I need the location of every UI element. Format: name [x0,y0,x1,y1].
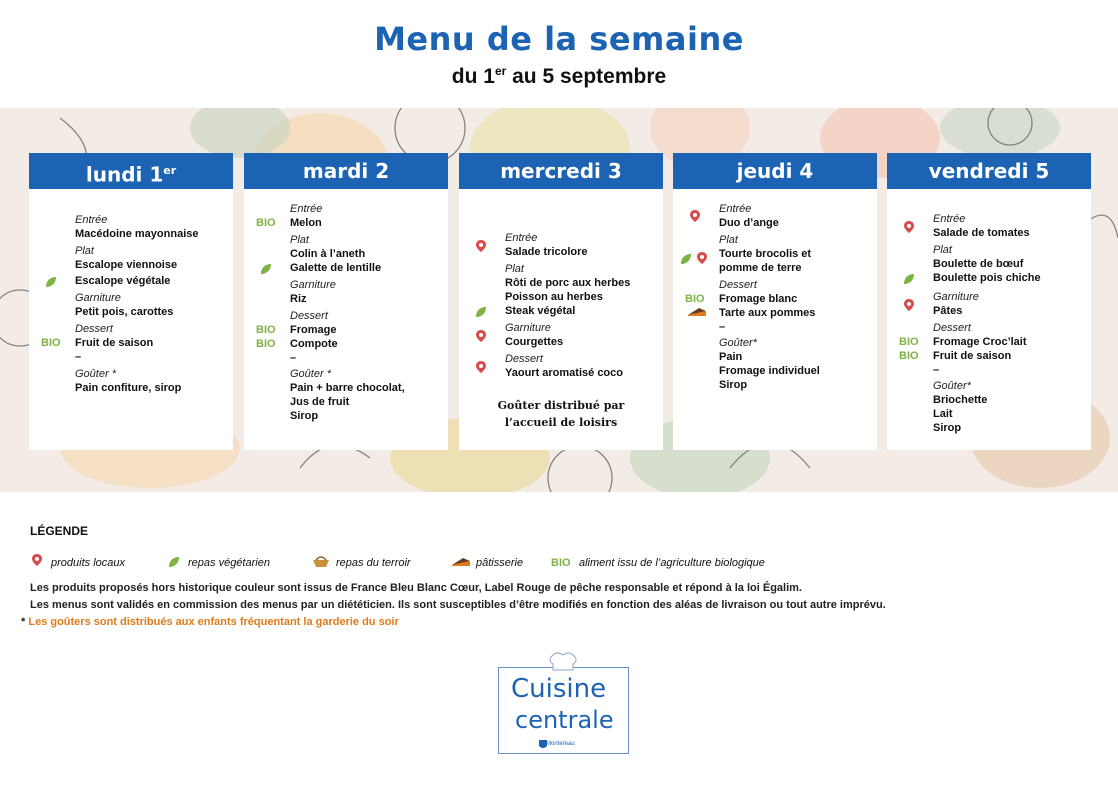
gouter-value: Sirop [719,379,748,391]
local-product-pin-icon [474,360,488,374]
gouter-label: Goûter* [719,337,757,349]
dessert-value: Fruit de saison [75,337,154,349]
legend-terroir: repas du terroir [336,557,411,569]
local-product-pin-icon [902,298,916,312]
gouter-note: Goûter distribué par [497,399,625,412]
dessert-value: – [719,321,726,333]
bio-badge: BIO [256,324,276,336]
entree-label: Entrée [75,214,108,226]
gouter-value: Pain + barre chocolat, [290,382,405,394]
bio-badge: BIO [899,350,919,362]
cuisine-centrale-logo [498,667,629,754]
gouter-value: Jus de fruit [290,396,350,408]
local-product-pin-icon [474,239,488,253]
dessert-label: Dessert [75,323,113,335]
local-product-pin-icon [688,209,702,223]
gouter-value: Sirop [290,410,319,422]
logo-line-1: Cuisine [511,674,607,704]
plat-value: Boulette de bœuf [933,258,1024,270]
logo-line-2: centrale [515,706,614,734]
vegetarian-leaf-icon [167,555,181,569]
garniture-value: Courgettes [505,336,564,348]
dessert-label: Dessert [505,353,543,365]
day-card-jeudi [673,153,877,450]
day-header: lundi 1er [29,153,233,189]
local-product-pin-icon [474,329,488,343]
dessert-value: Fromage blanc [719,293,798,305]
local-product-pin-icon [30,552,44,568]
bio-badge: BIO [685,293,705,305]
dessert-value: Fromage [290,324,337,336]
day-card-mercredi [459,153,663,450]
gouter-label: Goûter * [290,368,331,380]
vegetarian-leaf-icon [902,272,916,286]
gouter-footnote: * Les goûters sont distribués aux enfants fréquentant la garderie du soir [21,616,399,628]
gouter-value: Briochette [933,394,988,406]
entree-value: Macédoine mayonnaise [75,228,199,240]
gouter-label: Goûter* [933,380,971,392]
plat-value: Escalope viennoise [75,259,178,271]
garniture-label: Garniture [290,279,336,291]
dessert-value: – [290,352,297,364]
plat-value: Rôti de porc aux herbes [505,277,631,289]
day-card-lundi [29,153,233,450]
gouter-value: Fromage individuel [719,365,820,377]
gouter-value: Pain [719,351,743,363]
garniture-value: Riz [290,293,307,305]
plat-label: Plat [290,234,309,246]
gouter-value: Sirop [933,422,962,434]
gouter-value: Pain confiture, sirop [75,382,182,394]
pastry-icon [687,306,707,318]
plat-value: pomme de terre [719,262,802,274]
dessert-value: Fromage Croc’lait [933,336,1027,348]
legend-note-1: Les produits proposés hors historique couleur sont issus de France Bleu Blanc Cœur, Label Rouge de pêche responsable et répond à la loi Égalim. [30,582,802,594]
plat-label: Plat [75,245,94,257]
vegetarian-leaf-icon [259,262,273,276]
plat-value: Escalope végétale [75,275,171,287]
page-title: Menu de la semaine [374,20,744,58]
garniture-label: Garniture [933,291,979,303]
plat-label: Plat [933,244,952,256]
entree-label: Entrée [933,213,966,225]
garniture-value: Pâtes [933,305,963,317]
entree-label: Entrée [719,203,752,215]
legend-vegetarien: repas végétarien [188,557,270,569]
legend-local: produits locaux [51,557,125,569]
plat-label: Plat [719,234,738,246]
dessert-value: Tarte aux pommes [719,307,816,319]
vegetarian-leaf-icon [44,275,58,289]
entree-value: Salade de tomates [933,227,1030,239]
plat-value: Boulette pois chiche [933,272,1041,284]
gouter-label: Goûter * [75,368,116,380]
entree-label: Entrée [290,203,323,215]
garniture-label: Garniture [75,292,121,304]
terroir-basket-icon [312,555,330,568]
day-header: mardi 2 [244,153,448,189]
dessert-label: Dessert [290,310,328,322]
garniture-value: Petit pois, carottes [75,306,174,318]
day-card-mardi [244,153,448,450]
bio-badge: BIO [256,217,276,229]
dessert-value: – [933,364,940,376]
entree-value: Melon [290,217,322,229]
dessert-value: Compote [290,338,338,350]
plat-value: Tourte brocolis et [719,248,812,260]
local-product-pin-icon [902,220,916,234]
vegetarian-leaf-icon [474,305,488,319]
entree-value: Salade tricolore [505,246,588,258]
plat-value: Poisson au herbes [505,291,603,303]
bio-badge: BIO [41,337,61,349]
vegetarian-leaf-icon [679,252,693,266]
chef-hat-icon [547,652,579,672]
dessert-value: – [75,351,82,363]
entree-label: Entrée [505,232,538,244]
legend-patisserie: pâtisserie [476,557,524,569]
plat-value: Steak végétal [505,305,576,317]
logo-line-3: Montereau [546,741,575,747]
plat-value: Galette de lentille [290,262,382,274]
page-subtitle: du 1er au 5 septembre [451,64,667,88]
gouter-value: Lait [933,408,953,420]
pastry-icon [451,556,471,568]
day-header: mercredi 3 [459,153,663,189]
plat-value: Colin à l’aneth [290,248,366,260]
legend-note-2: Les menus sont validés en commission des menus par un diététicien. Ils sont susceptibles d’être modifiés en fonction des aléas de livraison ou tout autre imprévu. [30,599,886,611]
legend-title: LÉGENDE [30,524,89,538]
dessert-value: Fruit de saison [933,350,1012,362]
dessert-label: Dessert [719,279,757,291]
local-product-pin-icon [695,251,709,265]
plat-label: Plat [505,263,524,275]
bio-badge: BIO [899,336,919,348]
day-header: jeudi 4 [673,153,877,189]
day-card-vendredi [887,153,1091,450]
legend-bio: aliment issu de l’agriculture biologique [579,557,765,569]
gouter-note: l’accueil de loisirs [504,416,618,429]
dessert-value: Yaourt aromatisé coco [505,367,623,379]
entree-value: Duo d’ange [719,217,779,229]
dessert-label: Dessert [933,322,971,334]
garniture-label: Garniture [505,322,551,334]
legend-bio-tag: BIO [551,557,571,569]
bio-badge: BIO [256,338,276,350]
day-header: vendredi 5 [887,153,1091,189]
